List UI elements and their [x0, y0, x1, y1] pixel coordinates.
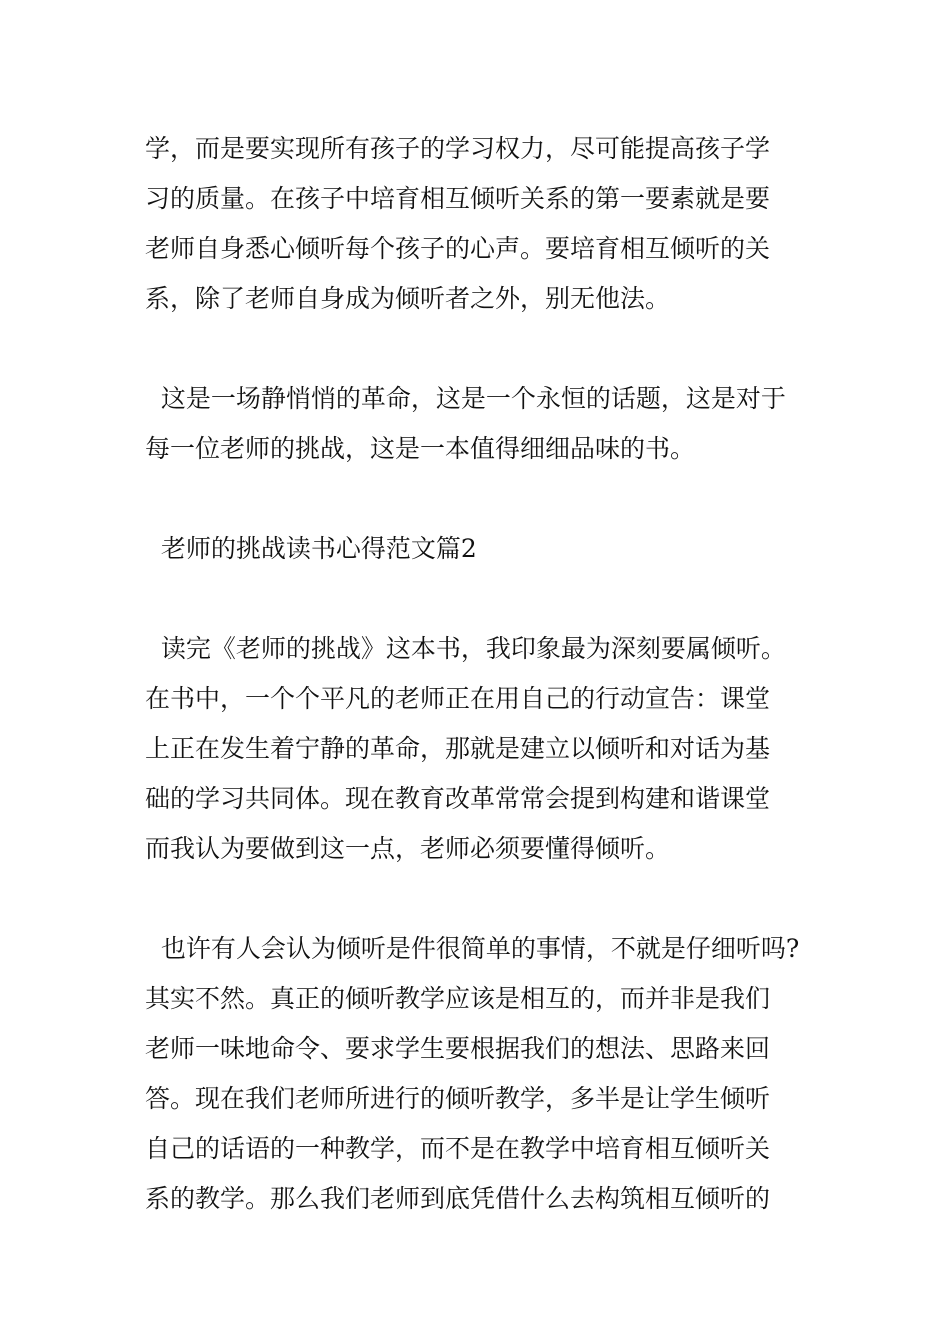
text-line: 这是一场静悄悄的革命，这是一个永恒的话题，这是对于 [145, 384, 786, 413]
text-line: 础的学习共同体。现在教育改革常常会提到构建和谐课堂 [145, 784, 771, 813]
text-line: 自己的话语的一种教学，而不是在教学中培育相互倾听关 [145, 1134, 771, 1163]
text-line: 系的教学。那么我们老师到底凭借什么去构筑相互倾听的 [145, 1184, 771, 1213]
text-line: 系，除了老师自身成为倾听者之外，别无他法。 [145, 284, 671, 313]
text-line: 其实不然。真正的倾听教学应该是相互的，而并非是我们 [145, 984, 771, 1013]
text-line: 读完《老师的挑战》这本书，我印象最为深刻要属倾听。 [145, 634, 786, 663]
text-line: 习的质量。在孩子中培育相互倾听关系的第一要素就是要 [145, 184, 771, 213]
text-line: 也许有人会认为倾听是件很简单的事情，不就是仔细听吗? [145, 934, 800, 963]
text-line: 而我认为要做到这一点，老师必须要懂得倾听。 [145, 834, 671, 863]
text-line: 上正在发生着宁静的革命，那就是建立以倾听和对话为基 [145, 734, 771, 763]
text-line: 在书中，一个个平凡的老师正在用自己的行动宣告：课堂 [145, 684, 771, 713]
text-line: 老师一味地命令、要求学生要根据我们的想法、思路来回 [145, 1034, 771, 1063]
text-line: 每一位老师的挑战，这是一本值得细细品味的书。 [145, 434, 696, 463]
section-heading-text: 老师的挑战读书心得范文篇2 [145, 534, 477, 563]
text-line: 学，而是要实现所有孩子的学习权力，尽可能提高孩子学 [145, 134, 771, 163]
text-line: 老师自身悉心倾听每个孩子的心声。要培育相互倾听的关 [145, 234, 771, 263]
text-line: 答。现在我们老师所进行的倾听教学，多半是让学生倾听 [145, 1084, 771, 1113]
